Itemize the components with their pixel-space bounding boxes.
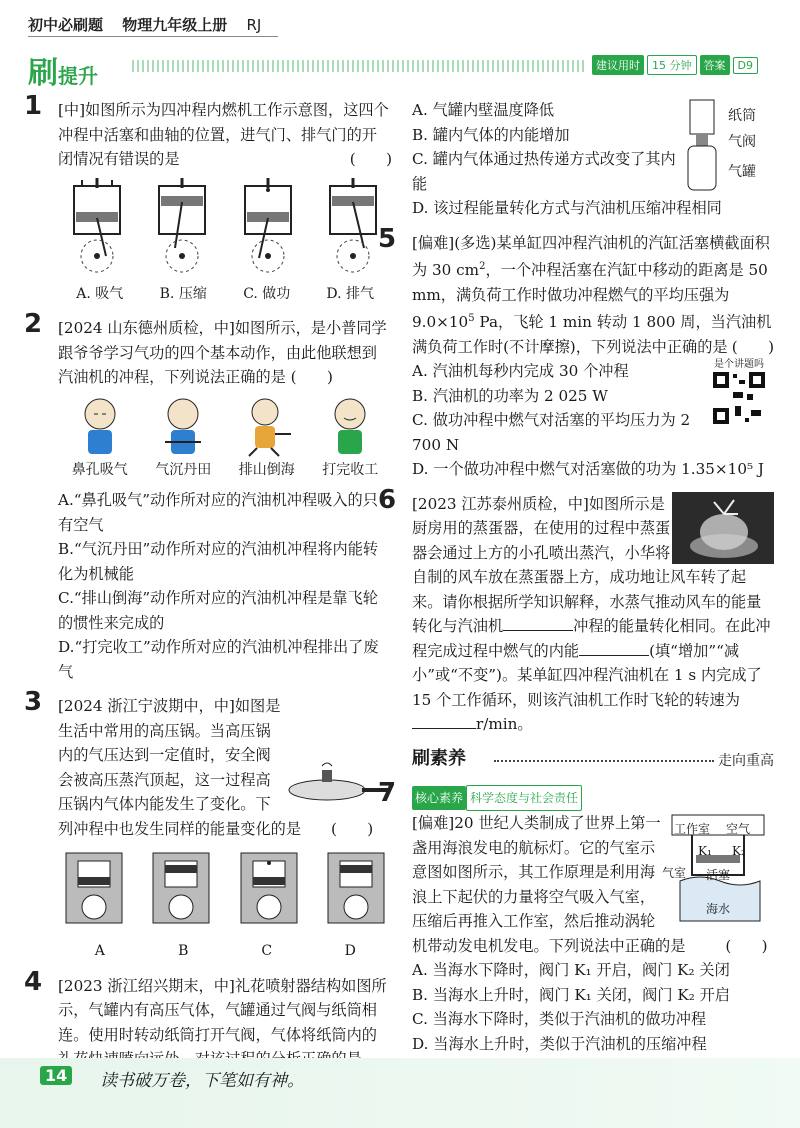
option-c: C. 做功	[243, 285, 291, 302]
question-number: 5	[378, 223, 397, 254]
label-air: 空气	[726, 822, 751, 837]
superscript-2: 2	[479, 261, 486, 272]
label-k2: K₂	[732, 844, 746, 859]
engine-figure-a	[58, 847, 130, 935]
option-b: B. 罐内气体的内能增加	[412, 125, 570, 144]
qr-code-icon[interactable]	[711, 370, 767, 426]
confetti-launcher-drawing	[682, 98, 722, 194]
question-text: [2023 浙江绍兴期末，中]礼花喷射器结构如图所示，气罐内有高压气体，气罐通过气阀与纸筒相连。使用时转动纸筒打开气阀，气体将纸筒内的	[58, 976, 387, 1044]
book-name: 初中必刷题	[28, 16, 104, 34]
option-b: B. 汽油机的功率为 2 025 W	[412, 386, 608, 405]
question-1	[24, 91, 392, 306]
option-c: C. 当海水下降时，类似于汽油机的做功冲程	[412, 1010, 707, 1029]
section-header-suyang	[412, 747, 774, 777]
label-piston: 活塞	[706, 868, 731, 883]
answer-page: D9	[733, 57, 758, 74]
question-3	[24, 687, 392, 964]
section-logo-small: 提升	[58, 64, 98, 88]
option-d: D. 当海水上升时，类似于汽油机的压缩冲程	[412, 1034, 707, 1053]
q3-labels	[58, 939, 392, 964]
option-a: A. 汽油机每秒内完成 30 个冲程	[412, 362, 629, 381]
answer-paren: ( )	[349, 150, 392, 168]
caption-finish: 打完收工	[322, 461, 379, 478]
engine-compression-figure	[143, 178, 221, 278]
time-label: 建议用时	[592, 55, 644, 75]
question-number: 2	[24, 309, 43, 339]
qr-caption: 是个讲题吗	[714, 359, 764, 371]
question-7	[378, 777, 774, 1057]
section-title: 刷素养	[412, 747, 466, 769]
section-logo-big: 刷	[28, 56, 58, 91]
page-footer	[0, 1058, 800, 1128]
answer-paren: ( )	[290, 368, 333, 386]
option-a: A. 当海水下降时，阀门 K₁ 开启，阀门 K₂ 关闭	[412, 961, 730, 980]
section-dotted-rule	[494, 760, 714, 762]
option-b: B. 当海水上升时，阀门 K₁ 关闭，阀门 K₂ 开启	[412, 985, 730, 1004]
caption-push: 排山倒海	[238, 461, 295, 478]
label-valve: 气阀	[728, 134, 756, 150]
time-box	[592, 55, 758, 75]
tag-attitude: 科学态度与社会责任	[466, 785, 582, 812]
label-d: D	[344, 943, 356, 959]
engine-power-figure	[229, 178, 307, 278]
option-c: C. 做功冲程中燃气对活塞的平均压力为 2 700 N	[412, 411, 691, 454]
question-number: 4	[24, 966, 43, 997]
option-b: B.“气沉丹田”动作所对应的汽油机冲程将内能转化为机械能	[58, 540, 379, 583]
question-text: [中]如图所示为四冲程内燃机工作示意图，这四个冲程中活塞和曲轴的位置，进气门、排气门的开闭情况有错误的是	[58, 101, 389, 168]
label-paper-tube: 纸筒	[728, 108, 756, 124]
option-c: C.“排山倒海”动作所对应的汽油机冲程是靠飞轮的惯性来完成的	[58, 589, 378, 632]
question-text-part2: 冲程的能量转化相同。在此冲程完成过程中燃气的内能	[412, 617, 771, 660]
qigong-captions	[58, 458, 392, 483]
answer-label: 答案	[700, 55, 730, 75]
page-header	[0, 0, 800, 90]
confetti-launcher-figure	[682, 98, 774, 194]
kid-finish-figure	[322, 396, 378, 458]
blank-stroke[interactable]	[503, 630, 573, 631]
label-work-room: 工作室	[674, 822, 711, 837]
option-d: D. 排气	[326, 285, 375, 302]
label-k1: K₁	[698, 844, 712, 859]
right-column	[378, 98, 774, 1066]
engine-figure-c	[233, 847, 305, 935]
engine-figure-d	[320, 847, 392, 935]
kid-qi-figure	[155, 396, 211, 458]
question-4-options	[412, 98, 774, 221]
kid-push-figure	[239, 396, 295, 458]
option-a: A.“鼻孔吸气”动作所对应的汽油机冲程吸入的只有空气	[58, 491, 378, 534]
option-d: D. 该过程能量转化方式与汽油机压缩冲程相同	[412, 199, 722, 217]
kid-inhale-figure	[72, 396, 128, 458]
engine-figure-b	[145, 847, 217, 935]
qigong-figures	[58, 396, 392, 458]
q1-options	[58, 282, 392, 307]
question-number: 3	[24, 687, 43, 717]
option-a: A. 气罐内壁温度降低	[412, 101, 555, 119]
label-c: C	[261, 943, 273, 959]
question-number: 1	[24, 91, 43, 121]
answer-paren: ( )	[725, 936, 768, 955]
caption-inhale: 鼻孔吸气	[71, 461, 128, 478]
page-number: 14	[40, 1066, 72, 1085]
tag-core-literacy: 核心素养	[412, 786, 466, 811]
option-c: C. 罐内气体通过热传递方式改变了其内能	[412, 150, 676, 193]
question-4	[24, 966, 392, 1072]
blank-internal-energy[interactable]	[579, 655, 649, 656]
question-text-part3: Pa，飞轮 1 min 转动 1 800 周，当汽油机满负荷工作时(不计摩擦)，下列说法中正确的是	[412, 313, 772, 356]
question-2	[24, 309, 392, 684]
option-d: D. 一个做功冲程中燃气对活塞做的功为 1.35×10⁵ J	[412, 460, 764, 479]
answer-paren: ( )	[731, 337, 774, 356]
answer-paren: ( )	[331, 819, 374, 838]
egg-steamer-photo	[672, 492, 774, 564]
question-text: [2024 浙江宁波期中，中]如图是生活中常用的高压锅。当高压锅内的气压达到一定值时，安全阀会被高压蒸汽顶起，这一过程高压锅内气体内能发生了变化。下列冲程中也发生同样的能量变化的是	[58, 697, 301, 838]
question-text: [2024 山东德州质检，中]如图所示，是小普同学跟爷爷学习气功的四个基本动作，由此他联想到汽油机的冲程，下列说法正确的是	[58, 319, 387, 386]
question-text-part4: r/min。	[476, 715, 533, 734]
question-text: [偏难]20 世纪人类制成了世界上第一盏用海浪发电的航标灯。它的气室示意图如图所示，其工作原理是利用海浪上下起伏的力量将空气吸入气室，压缩后再推入工作室，然后推动涡轮机带动发电机发电。下列说法中正确的是	[412, 814, 686, 955]
label-chamber: 气室	[662, 866, 687, 881]
option-a: A. 吸气	[76, 285, 124, 302]
question-number: 7	[378, 777, 397, 808]
blank-speed[interactable]	[412, 728, 476, 729]
label-gas-tank: 气罐	[728, 164, 756, 180]
question-text-part1: [2023 江苏泰州质检，中]如图所示是厨房用的蒸蛋器，在使用的过程中蒸蛋器会通过上方的小孔喷出蒸汽，小华将自制的风车放在蒸蛋器上方，成功地让风车转了起来。请你根据所学知识解释，水蒸气推动风车的能量转化与汽油机	[412, 494, 762, 636]
label-seawater: 海水	[706, 902, 731, 917]
book-title	[28, 14, 275, 35]
question-5	[378, 223, 774, 482]
question-text-part3: (填“增加”“减小”或“不变”)。某单缸四冲程汽油机在 1 s 内完成了 15 个工作循环，则该汽油机工作时飞轮的转速为	[412, 641, 762, 709]
time-value: 15 分钟	[647, 55, 697, 75]
caption-qi: 气沉丹田	[155, 461, 212, 478]
label-a: A	[94, 943, 105, 959]
engine-figures-q3	[58, 847, 392, 935]
footer-motto: 读书破万卷，下笔如有神。	[100, 1071, 304, 1091]
air-chamber-figure	[662, 811, 774, 923]
engine-figures-q1	[58, 178, 392, 278]
section-right-label: 走向重高	[718, 752, 774, 769]
question-number: 6	[378, 484, 397, 515]
question-6	[378, 484, 774, 737]
section-logo	[28, 48, 98, 92]
engine-intake-figure	[58, 178, 136, 278]
question-text-part1: [偏难](多选)某单缸四冲程汽油机的汽缸活塞横截面积为 30 cm	[412, 233, 770, 280]
header-divider	[28, 36, 278, 37]
pressure-cooker-figure	[282, 760, 392, 810]
label-b: B	[178, 943, 189, 959]
qr-block	[704, 359, 774, 434]
question-text-part2: ，一个冲程活塞在汽缸中移动的距离是 50 mm，满负荷工作时做功冲程燃气的平均压强为 9.0×10	[412, 261, 768, 332]
header-dot-band	[132, 60, 584, 72]
option-b: B. 压缩	[159, 285, 207, 302]
edition: RJ	[246, 16, 262, 34]
superscript-5: 5	[468, 313, 475, 325]
subject-name: 物理九年级上册	[122, 16, 228, 34]
option-d: D.“打完收工”动作所对应的汽油机冲程排出了废气	[58, 638, 379, 681]
